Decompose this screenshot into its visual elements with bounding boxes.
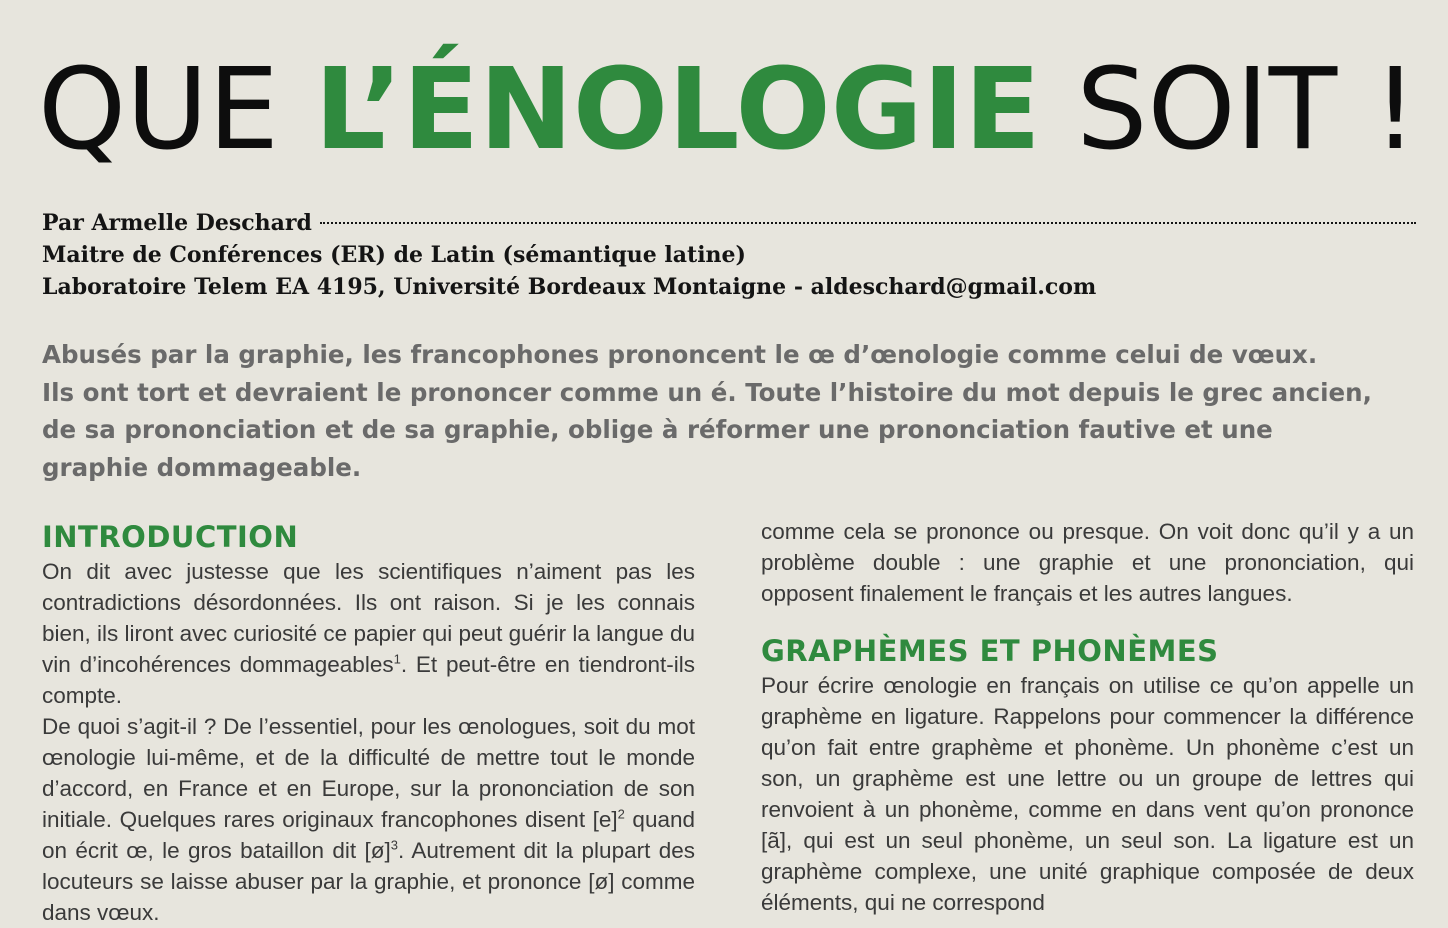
title-part-1: QUE: [38, 45, 315, 175]
paragraph-graphemes-1: Pour écrire œnologie en français on utilise ce qu’on appelle un graphème en ligature. Rappelons pour commencer la différence qu’on fait entre graphème et phonème. Un phonème c’est un son, un graphème est une lettre ou un groupe de lettres qui renvoient à un phonème, comme en dans vent qu’on prononce [ã], qui est un seul phonème, un seul son. La ligature est un graphème complexe, une unité graphique composée de deux éléments, qui ne correspond: [761, 673, 1414, 915]
byline: [42, 207, 1416, 303]
abstract-line-1: Abusés par la graphie, les francophones prononcent le œ d’œnologie comme celui de vœux.: [42, 340, 1318, 369]
paragraph-intro-1: [42, 556, 695, 711]
paragraph-text: On dit avec justesse que les scientifiques n’aiment pas les contradictions désordonnées. Ils ont raison. Si je les connais bien, ils liront avec curiosité ce papier qui peut guérir la langue du vin d’incohérences dommageables: [42, 559, 695, 677]
dotted-leader: [320, 222, 1416, 224]
section-heading-introduction: INTRODUCTION: [42, 520, 299, 554]
title-highlight: L’ÉNOLOGIE: [314, 45, 1041, 175]
right-column: [761, 516, 1414, 918]
paragraph-text: . Et peut-être en tiendront-ils compte.: [42, 652, 695, 708]
paragraph-intro-2: [42, 711, 695, 928]
author-name: Par Armelle Deschard: [42, 210, 312, 236]
author-row: [42, 207, 1416, 239]
footnote-ref-3[interactable]: 3: [390, 837, 398, 853]
author-affiliation: Laboratoire Telem EA 4195, Université Bordeaux Montaigne - aldeschard@gmail.com: [42, 274, 1097, 300]
footnote-ref-2[interactable]: 2: [617, 806, 625, 822]
paragraph-text: . Autrement dit la plupart des locuteurs se laisse abuser par la graphie, et prononce [ø] comme dans vœux.: [42, 838, 695, 925]
title-part-2: SOIT !: [1040, 45, 1418, 175]
article-title: [38, 40, 1438, 180]
paragraph-text: De quoi s’agit-il ? De l’essentiel, pour les œnologues, soit du mot œnologie lui-même, et de la difficulté de mettre tout le monde d’accord, en France et en Europe, sur la prononciation de son initiale. Quelques rares originaux francophones disent [e]: [42, 714, 695, 832]
abstract-line-2: Ils ont tort et devraient le prononcer comme un é. Toute l’histoire du mot depuis le grec ancien, de sa prononciation et de sa graphie, oblige à réformer une prononciation fautive et une graphie dommageable.: [42, 377, 1372, 482]
author-role: Maitre de Conférences (ER) de Latin (sémantique latine): [42, 242, 746, 268]
paragraph-text: quand on écrit œ, le gros bataillon dit [ø]: [42, 807, 695, 863]
left-column: [42, 518, 695, 928]
abstract: [42, 336, 1372, 486]
footnote-ref-1[interactable]: 1: [393, 651, 401, 667]
section-heading-graphemes: GRAPHÈMES ET PHONÈMES: [761, 634, 1219, 668]
paragraph-continued: comme cela se prononce ou presque. On voit donc qu’il y a un problème double : une graphie et une prononciation, qui opposent finalement le français et les autres langues.: [761, 519, 1414, 606]
